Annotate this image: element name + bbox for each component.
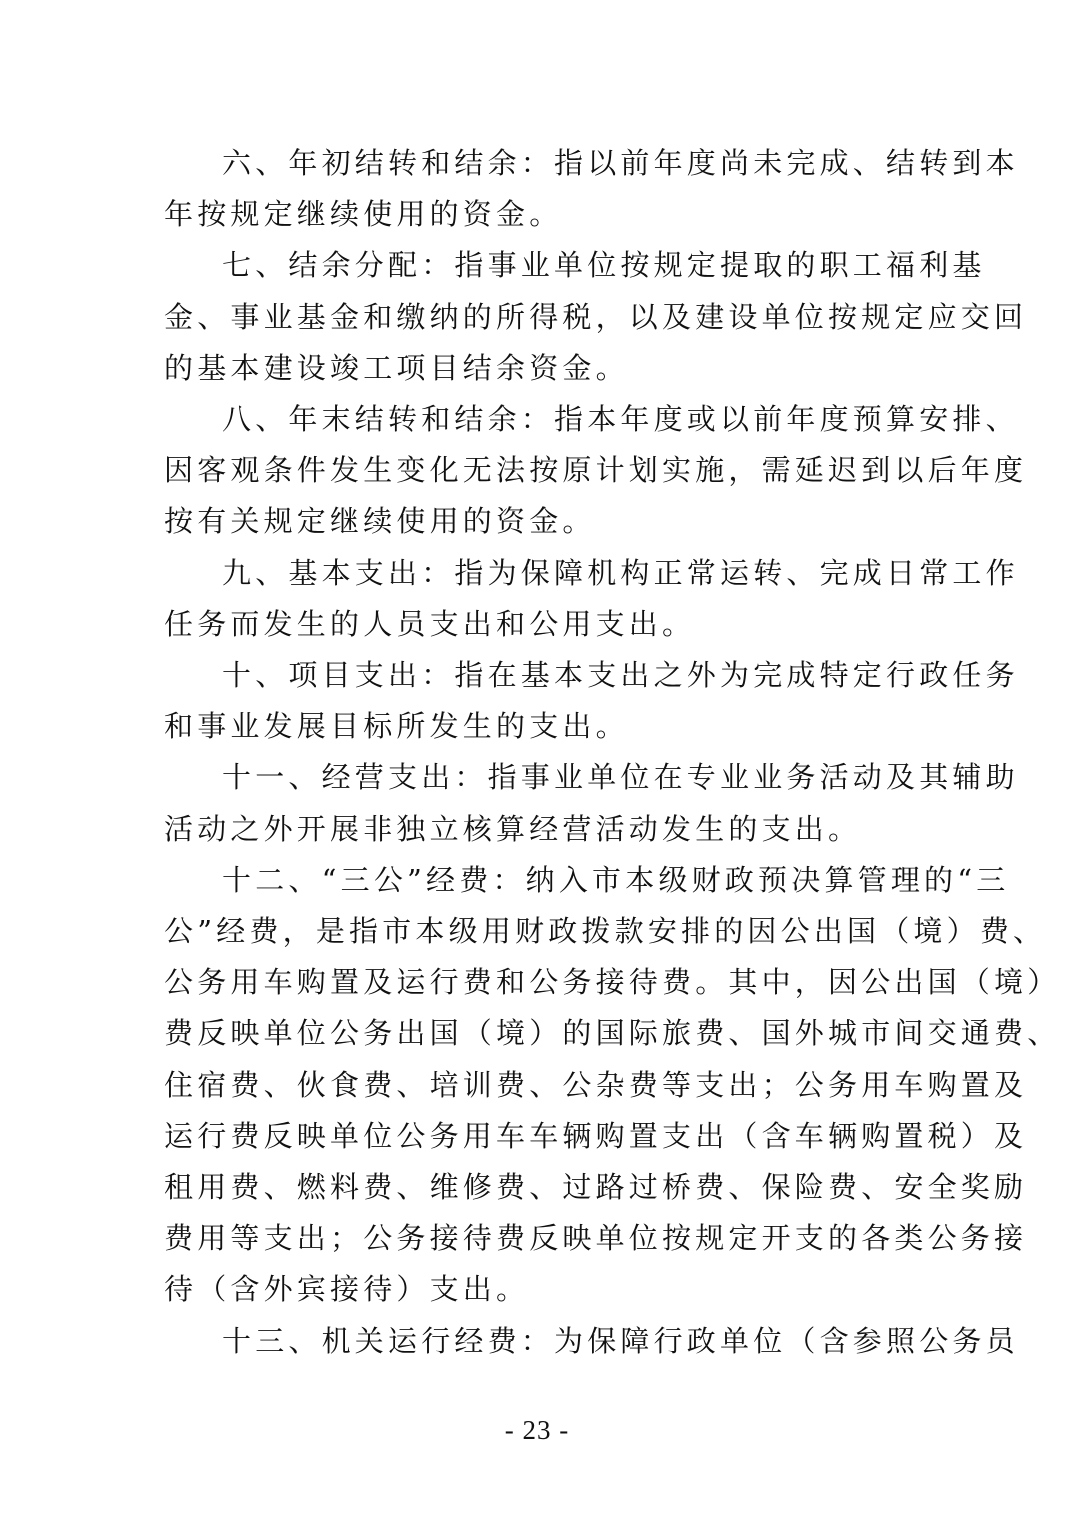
- paragraph-surplus-distribution: [164, 240, 1028, 394]
- text-line: 租用费、燃料费、维修费、过路过桥费、保险费、安全奖励: [164, 1170, 1028, 1205]
- paragraph-operating-expenditure: [164, 752, 1019, 854]
- paragraph-three-public-expenses: [164, 855, 1061, 1316]
- text-line: 费用等支出；公务接待费反映单位按规定开支的各类公务接: [164, 1221, 1028, 1256]
- paragraph-project-expenditure: [164, 650, 1019, 752]
- paragraph-agency-operating-funds: [164, 1316, 1019, 1367]
- page-number: - 23 -: [504, 1415, 570, 1445]
- text-line: 的基本建设竣工项目结余资金。: [164, 350, 629, 385]
- text-line: 公务用车购置及运行费和公务接待费。其中，因公出国（境）: [164, 965, 1061, 1000]
- text-line: 十一、经营支出：指事业单位在专业业务活动及其辅助: [222, 760, 1019, 795]
- text-line: 公”经费，是指市本级用财政拨款安排的因公出国（境）费、: [164, 914, 1047, 949]
- text-line: 活动之外开展非独立核算经营活动发生的支出。: [164, 811, 862, 846]
- text-line: 金、事业基金和缴纳的所得税，以及建设单位按规定应交回: [164, 299, 1028, 334]
- text-line: 七、结余分配：指事业单位按规定提取的职工福利基: [222, 248, 986, 283]
- text-line: 十三、机关运行经费：为保障行政单位（含参照公务员: [222, 1323, 1019, 1358]
- text-line: 住宿费、伙食费、培训费、公杂费等支出；公务用车购置及: [164, 1067, 1028, 1102]
- text-line: 十二、“三公”经费：纳入市本级财政预决算管理的“三: [222, 862, 1010, 897]
- text-line: 按有关规定继续使用的资金。: [164, 504, 596, 539]
- text-line: 任务而发生的人员支出和公用支出。: [164, 606, 696, 641]
- text-line: 待（含外宾接待）支出。: [164, 1272, 530, 1307]
- text-line: 因客观条件发生变化无法按原计划实施，需延迟到以后年度: [164, 453, 1028, 488]
- text-line: 六、年初结转和结余：指以前年度尚未完成、结转到本: [222, 146, 1019, 180]
- text-line: 八、年末结转和结余：指本年度或以前年度预算安排、: [222, 402, 1019, 437]
- paragraph-basic-expenditure: [164, 548, 1019, 650]
- text-line: 和事业发展目标所发生的支出。: [164, 709, 629, 744]
- text-line: 年按规定继续使用的资金。: [164, 197, 563, 232]
- text-line: 十、项目支出：指在基本支出之外为完成特定行政任务: [222, 658, 1019, 693]
- text-line: 费反映单位公务出国（境）的国际旅费、国外城市间交通费、: [164, 1016, 1061, 1051]
- text-line: 运行费反映单位公务用车车辆购置支出（含车辆购置税）及: [164, 1118, 1028, 1153]
- document-body: [164, 138, 1061, 1367]
- paragraph-carryover-end: [164, 394, 1028, 548]
- text-line: 九、基本支出：指为保障机构正常运转、完成日常工作: [222, 555, 1019, 590]
- paragraph-carryover-beginning: [164, 138, 1019, 240]
